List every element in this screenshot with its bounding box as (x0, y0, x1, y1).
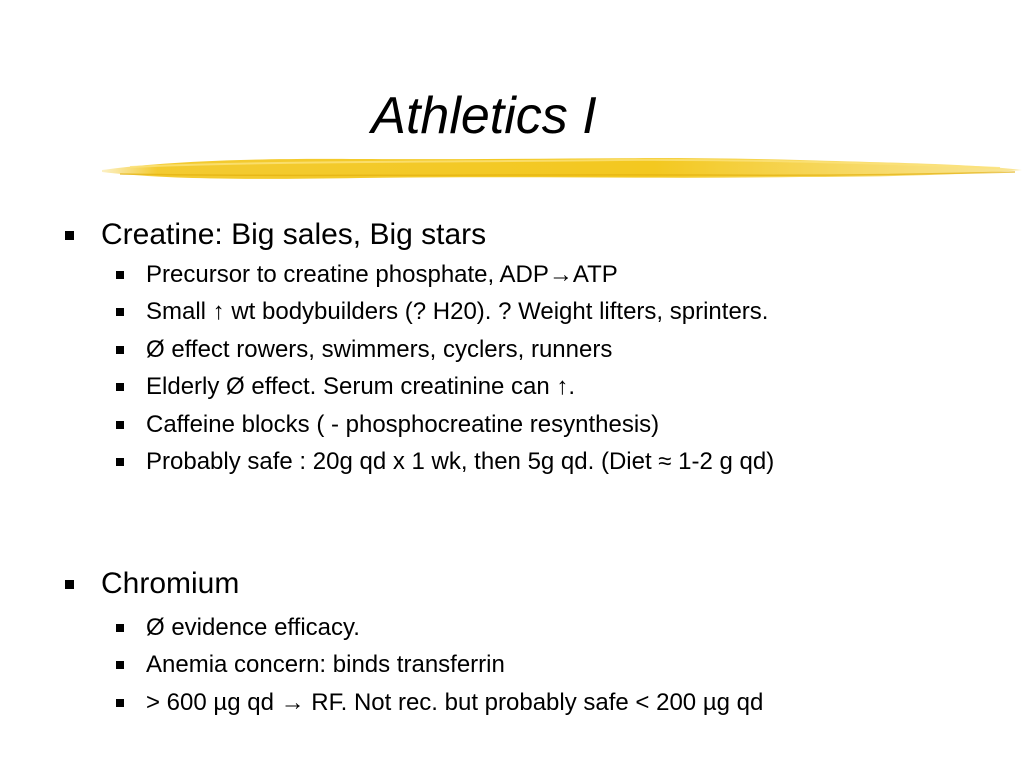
bullet-heading-chromium: Chromium (101, 567, 240, 600)
bullet-item: Elderly Ø effect. Serum creatinine can ↑. (146, 373, 576, 400)
bullet-marker (116, 308, 124, 316)
bullet-item: Anemia concern: binds transferrin (146, 651, 505, 678)
bullet-item: Caffeine blocks ( - phosphocreatine resynthesis) (146, 411, 660, 438)
bullet-item: Ø effect rowers, swimmers, cyclers, runners (146, 336, 613, 363)
bullet-marker (116, 383, 124, 391)
bullet-marker (116, 699, 124, 707)
bullet-item: Small ↑ wt bodybuilders (? H20). ? Weight lifters, sprinters. (146, 298, 769, 325)
bullet-marker (65, 231, 74, 240)
bullet-marker (65, 580, 74, 589)
bullet-marker (116, 421, 124, 429)
bullet-marker (116, 458, 124, 466)
bullet-item: Precursor to creatine phosphate, ADP→ATP (146, 261, 618, 288)
bullet-marker (116, 271, 124, 279)
bullet-item: Ø evidence efficacy. (146, 614, 360, 641)
title-underline-brush-stroke (100, 150, 1024, 186)
bullet-marker (116, 346, 124, 354)
bullet-item: Probably safe : 20g qd x 1 wk, then 5g qd. (Diet ≈ 1-2 g qd) (146, 448, 775, 475)
bullet-item: > 600 µg qd → RF. Not rec. but probably safe < 200 µg qd (146, 689, 764, 716)
bullet-marker (116, 661, 124, 669)
bullet-marker (116, 624, 124, 632)
bullet-heading-creatine: Creatine: Big sales, Big stars (101, 218, 487, 251)
slide-title: Athletics I (371, 87, 597, 145)
